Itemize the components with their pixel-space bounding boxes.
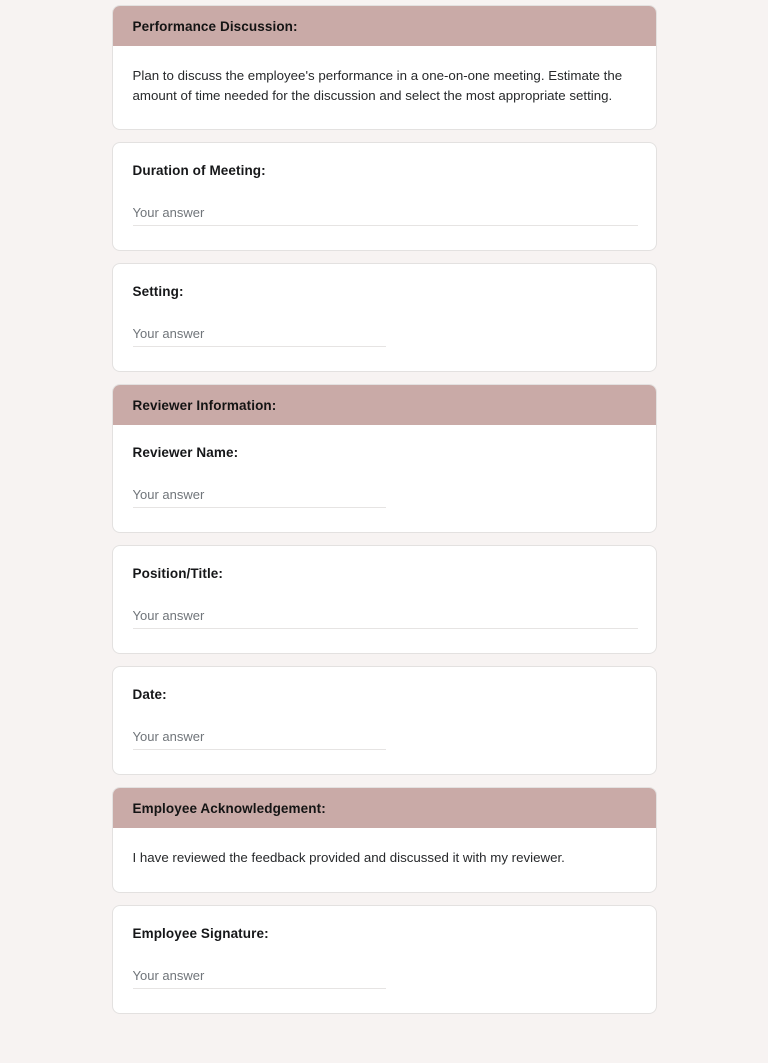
form-column — [112, 0, 657, 1014]
answer-field-setting — [133, 327, 636, 347]
section-card-reviewer-information — [112, 384, 657, 533]
answer-input-reviewer-name[interactable] — [133, 488, 386, 508]
field-card-employee-signature — [112, 905, 657, 1014]
field-label-date: Date: — [132, 687, 167, 702]
section-description-text: Plan to discuss the employee's performance in a one-on-one meeting. Estimate the amount of time needed for the discussion and select the most appropriate setting. — [132, 68, 623, 103]
section-description-body — [113, 46, 656, 129]
answer-field-date — [133, 730, 636, 750]
field-card-duration-of-meeting — [112, 142, 657, 251]
field-label-position-title: Position/Title: — [132, 566, 224, 581]
answer-field-employee-signature — [133, 969, 636, 989]
field-body — [113, 546, 656, 653]
section-header-reviewer-information — [113, 385, 656, 425]
answer-input-employee-signature[interactable] — [133, 969, 386, 989]
answer-field-reviewer-name — [133, 488, 636, 508]
field-body — [113, 425, 656, 532]
field-body — [113, 906, 656, 1013]
field-card-date — [112, 666, 657, 775]
answer-input-setting[interactable] — [133, 327, 386, 347]
answer-input-position-title[interactable] — [133, 609, 638, 629]
answer-field-duration-of-meeting — [133, 206, 636, 226]
section-description-body — [113, 828, 656, 892]
section-header-employee-acknowledgement — [113, 788, 656, 828]
answer-input-duration-of-meeting[interactable] — [133, 206, 638, 226]
field-label-employee-signature: Employee Signature: — [132, 925, 269, 941]
field-label-setting: Setting: — [132, 284, 184, 299]
field-body — [113, 143, 656, 250]
field-label-duration-of-meeting: Duration of Meeting: — [132, 163, 266, 178]
field-label-reviewer-name: Reviewer Name: — [132, 445, 239, 460]
section-header-title: Performance Discussion: — [132, 18, 298, 34]
answer-field-position-title — [133, 609, 636, 629]
field-body — [113, 264, 656, 371]
section-header-title: Reviewer Information: — [132, 397, 277, 413]
field-card-setting — [112, 263, 657, 372]
answer-input-date[interactable] — [133, 730, 386, 750]
field-body — [113, 667, 656, 774]
section-card-performance-discussion — [112, 5, 657, 130]
section-header-title: Employee Acknowledgement: — [132, 800, 326, 816]
field-card-position-title — [112, 545, 657, 654]
section-description-text: I have reviewed the feedback provided and discussed it with my reviewer. — [132, 850, 565, 865]
section-header-performance-discussion — [113, 6, 656, 46]
section-card-employee-acknowledgement — [112, 787, 657, 893]
